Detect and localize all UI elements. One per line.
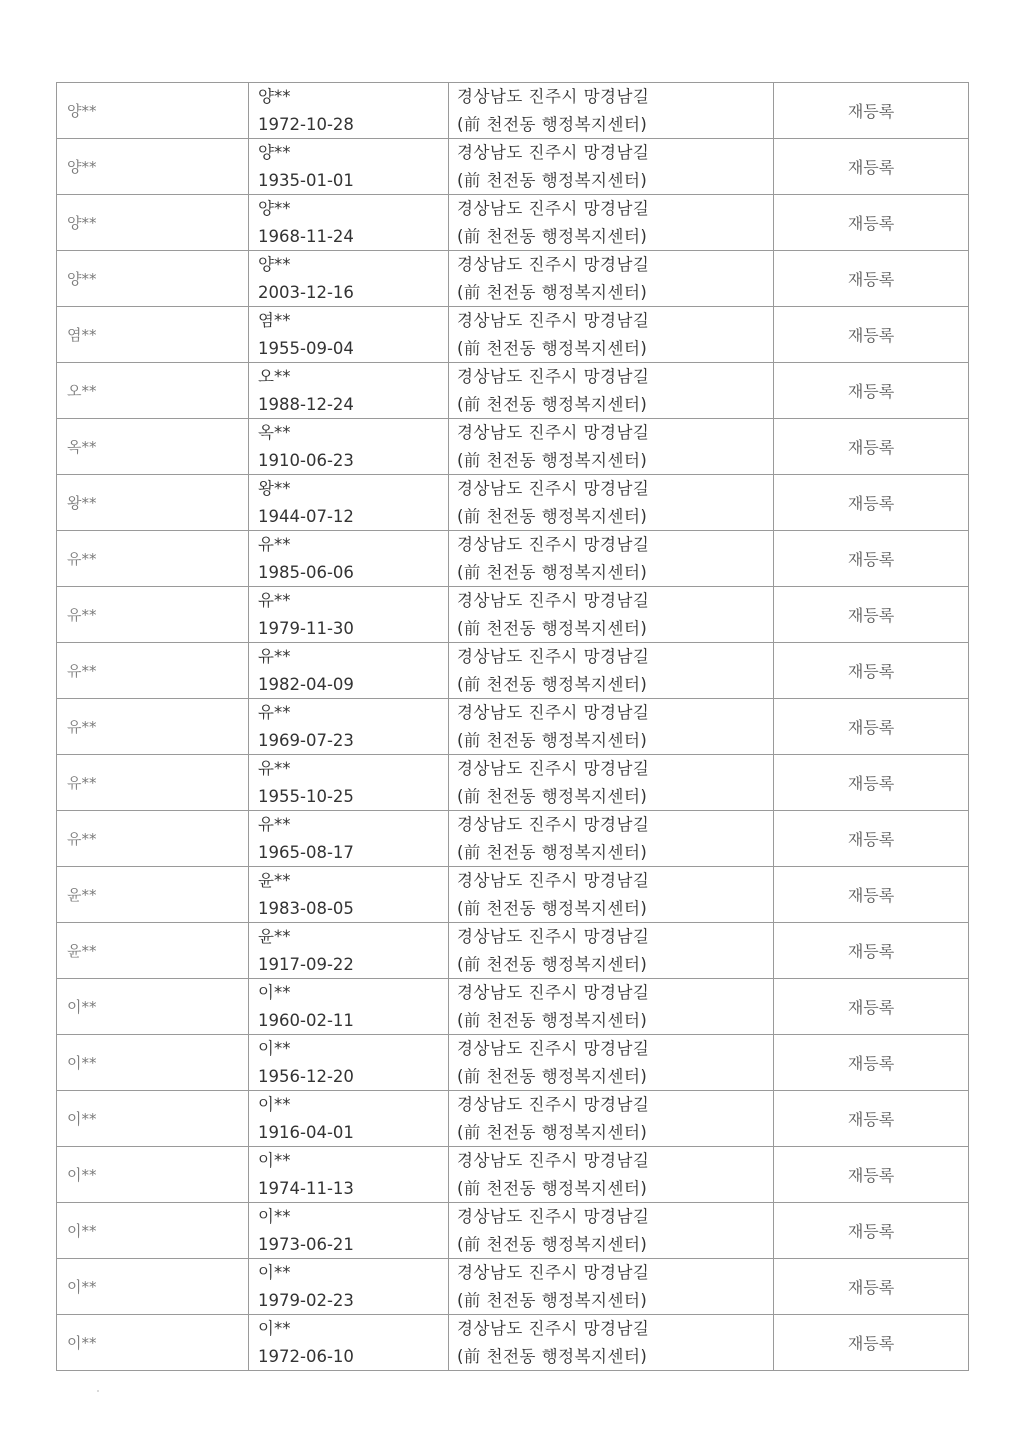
status-text: 재등록 [847, 718, 895, 737]
address-line-1: 경상남도 진주시 망경남길 [457, 367, 650, 386]
status-cell [774, 923, 969, 979]
status-cell [774, 251, 969, 307]
birth-date: 1955-10-25 [258, 787, 354, 806]
address-cell [449, 419, 774, 475]
table-row [57, 307, 969, 363]
table-row [57, 587, 969, 643]
address-line-2: (前 천전동 행정복지센터) [457, 1347, 648, 1366]
name-dob-cell [249, 1203, 449, 1259]
name-dob-cell [249, 1147, 449, 1203]
address-line-2: (前 천전동 행정복지센터) [457, 731, 648, 750]
birth-date: 1935-01-01 [258, 171, 354, 190]
birth-date: 1972-06-10 [258, 1347, 354, 1366]
address-line-1: 경상남도 진주시 망경남길 [457, 591, 650, 610]
address-line-2: (前 천전동 행정복지센터) [457, 563, 648, 582]
name-dob-cell [249, 643, 449, 699]
address-line-1: 경상남도 진주시 망경남길 [457, 1263, 650, 1282]
table-row [57, 1091, 969, 1147]
address-line-2: (前 천전동 행정복지센터) [457, 283, 648, 302]
masked-name-cell [57, 1091, 249, 1147]
birth-date: 1973-06-21 [258, 1235, 354, 1254]
name-dob-cell [249, 587, 449, 643]
birth-date: 1917-09-22 [258, 955, 354, 974]
table-row [57, 1315, 969, 1371]
status-text: 재등록 [847, 1278, 895, 1297]
status-text: 재등록 [847, 1054, 895, 1073]
birth-date: 1916-04-01 [258, 1123, 354, 1142]
person-name: 윤** [258, 871, 291, 890]
name-dob-cell [249, 979, 449, 1035]
address-line-1: 경상남도 진주시 망경남길 [457, 479, 650, 498]
birth-date: 1972-10-28 [258, 115, 354, 134]
person-name: 유** [258, 703, 291, 722]
table-row [57, 979, 969, 1035]
name-dob-cell [249, 1091, 449, 1147]
table-row [57, 531, 969, 587]
address-line-1: 경상남도 진주시 망경남길 [457, 199, 650, 218]
masked-name: 이** [67, 1222, 97, 1240]
scan-speck [97, 1390, 99, 1392]
address-line-1: 경상남도 진주시 망경남길 [457, 1095, 650, 1114]
masked-name: 이** [67, 1278, 97, 1296]
status-cell [774, 1315, 969, 1371]
table-row [57, 475, 969, 531]
status-cell [774, 475, 969, 531]
address-cell [449, 1147, 774, 1203]
masked-name-cell [57, 195, 249, 251]
masked-name-cell [57, 923, 249, 979]
address-cell [449, 811, 774, 867]
name-dob-cell [249, 923, 449, 979]
birth-date: 1985-06-06 [258, 563, 354, 582]
name-dob-cell [249, 251, 449, 307]
masked-name-cell [57, 755, 249, 811]
name-dob-cell [249, 195, 449, 251]
masked-name-cell [57, 811, 249, 867]
status-cell [774, 531, 969, 587]
status-text: 재등록 [847, 1222, 895, 1241]
masked-name: 옥** [67, 438, 97, 456]
person-name: 이** [258, 1095, 291, 1114]
birth-date: 1988-12-24 [258, 395, 354, 414]
status-text: 재등록 [847, 158, 895, 177]
address-cell [449, 867, 774, 923]
birth-date: 1974-11-13 [258, 1179, 354, 1198]
address-line-1: 경상남도 진주시 망경남길 [457, 1039, 650, 1058]
status-cell [774, 1035, 969, 1091]
birth-date: 1979-11-30 [258, 619, 354, 638]
address-cell [449, 531, 774, 587]
person-name: 유** [258, 647, 291, 666]
masked-name-cell [57, 1315, 249, 1371]
masked-name: 이** [67, 1334, 97, 1352]
status-text: 재등록 [847, 214, 895, 233]
status-text: 재등록 [847, 774, 895, 793]
masked-name-cell [57, 531, 249, 587]
status-cell [774, 699, 969, 755]
table-row [57, 139, 969, 195]
address-line-1: 경상남도 진주시 망경남길 [457, 311, 650, 330]
address-line-1: 경상남도 진주시 망경남길 [457, 927, 650, 946]
name-dob-cell [249, 531, 449, 587]
table-row [57, 643, 969, 699]
status-text: 재등록 [847, 942, 895, 961]
masked-name-cell [57, 643, 249, 699]
name-dob-cell [249, 83, 449, 139]
status-text: 재등록 [847, 326, 895, 345]
status-text: 재등록 [847, 102, 895, 121]
status-cell [774, 1147, 969, 1203]
masked-name: 이** [67, 998, 97, 1016]
table-row [57, 755, 969, 811]
status-text: 재등록 [847, 606, 895, 625]
masked-name: 염** [67, 326, 97, 344]
name-dob-cell [249, 1315, 449, 1371]
address-line-1: 경상남도 진주시 망경남길 [457, 423, 650, 442]
address-line-1: 경상남도 진주시 망경남길 [457, 1151, 650, 1170]
status-cell [774, 979, 969, 1035]
table-row [57, 1035, 969, 1091]
address-line-2: (前 천전동 행정복지센터) [457, 339, 648, 358]
masked-name: 양** [67, 158, 97, 176]
name-dob-cell [249, 1035, 449, 1091]
address-cell [449, 1091, 774, 1147]
masked-name: 유** [67, 830, 97, 848]
birth-date: 1960-02-11 [258, 1011, 354, 1030]
person-name: 이** [258, 1039, 291, 1058]
address-cell [449, 643, 774, 699]
masked-name-cell [57, 419, 249, 475]
address-line-2: (前 천전동 행정복지센터) [457, 451, 648, 470]
status-text: 재등록 [847, 998, 895, 1017]
address-cell [449, 307, 774, 363]
masked-name: 오** [67, 382, 97, 400]
masked-name: 이** [67, 1166, 97, 1184]
address-line-2: (前 천전동 행정복지센터) [457, 1067, 648, 1086]
address-line-1: 경상남도 진주시 망경남길 [457, 143, 650, 162]
status-cell [774, 755, 969, 811]
status-cell [774, 139, 969, 195]
person-name: 이** [258, 1263, 291, 1282]
status-text: 재등록 [847, 550, 895, 569]
masked-name-cell [57, 1203, 249, 1259]
status-text: 재등록 [847, 886, 895, 905]
address-cell [449, 1259, 774, 1315]
status-cell [774, 419, 969, 475]
masked-name: 유** [67, 606, 97, 624]
masked-name-cell [57, 1259, 249, 1315]
birth-date: 1982-04-09 [258, 675, 354, 694]
birth-date: 1969-07-23 [258, 731, 354, 750]
address-cell [449, 1035, 774, 1091]
address-line-2: (前 천전동 행정복지센터) [457, 171, 648, 190]
birth-date: 1979-02-23 [258, 1291, 354, 1310]
status-text: 재등록 [847, 1166, 895, 1185]
name-dob-cell [249, 419, 449, 475]
person-name: 윤** [258, 927, 291, 946]
person-name: 염** [258, 311, 291, 330]
person-name: 왕** [258, 479, 291, 498]
address-line-2: (前 천전동 행정복지센터) [457, 1235, 648, 1254]
masked-name-cell [57, 83, 249, 139]
person-name: 옥** [258, 423, 291, 442]
person-name: 오** [258, 367, 291, 386]
address-line-2: (前 천전동 행정복지센터) [457, 227, 648, 246]
birth-date: 1955-09-04 [258, 339, 354, 358]
status-text: 재등록 [847, 382, 895, 401]
address-line-1: 경상남도 진주시 망경남길 [457, 255, 650, 274]
masked-name-cell [57, 699, 249, 755]
table-row [57, 1147, 969, 1203]
birth-date: 1956-12-20 [258, 1067, 354, 1086]
table-row [57, 251, 969, 307]
masked-name-cell [57, 1147, 249, 1203]
registration-table-body [57, 83, 969, 1371]
table-row [57, 867, 969, 923]
masked-name: 양** [67, 102, 97, 120]
status-cell [774, 1203, 969, 1259]
name-dob-cell [249, 699, 449, 755]
address-line-1: 경상남도 진주시 망경남길 [457, 1319, 650, 1338]
person-name: 이** [258, 1151, 291, 1170]
address-line-2: (前 천전동 행정복지센터) [457, 1291, 648, 1310]
address-cell [449, 363, 774, 419]
masked-name: 양** [67, 214, 97, 232]
status-text: 재등록 [847, 494, 895, 513]
registration-table [56, 82, 969, 1371]
address-cell [449, 587, 774, 643]
table-row [57, 363, 969, 419]
masked-name-cell [57, 867, 249, 923]
address-cell [449, 475, 774, 531]
address-line-1: 경상남도 진주시 망경남길 [457, 983, 650, 1002]
address-line-1: 경상남도 진주시 망경남길 [457, 871, 650, 890]
table-row [57, 195, 969, 251]
address-line-2: (前 천전동 행정복지센터) [457, 1011, 648, 1030]
person-name: 유** [258, 535, 291, 554]
address-cell [449, 83, 774, 139]
birth-date: 1944-07-12 [258, 507, 354, 526]
table-row [57, 699, 969, 755]
address-line-1: 경상남도 진주시 망경남길 [457, 1207, 650, 1226]
masked-name-cell [57, 307, 249, 363]
address-line-2: (前 천전동 행정복지센터) [457, 899, 648, 918]
person-name: 이** [258, 1319, 291, 1338]
table-row [57, 923, 969, 979]
name-dob-cell [249, 1259, 449, 1315]
status-cell [774, 867, 969, 923]
table-row [57, 1259, 969, 1315]
status-text: 재등록 [847, 662, 895, 681]
masked-name: 유** [67, 550, 97, 568]
name-dob-cell [249, 867, 449, 923]
address-line-2: (前 천전동 행정복지센터) [457, 115, 648, 134]
address-line-1: 경상남도 진주시 망경남길 [457, 703, 650, 722]
table-row [57, 1203, 969, 1259]
table-row [57, 419, 969, 475]
address-line-2: (前 천전동 행정복지센터) [457, 619, 648, 638]
birth-date: 2003-12-16 [258, 283, 354, 302]
masked-name-cell [57, 979, 249, 1035]
address-line-1: 경상남도 진주시 망경남길 [457, 87, 650, 106]
address-cell [449, 139, 774, 195]
address-line-1: 경상남도 진주시 망경남길 [457, 815, 650, 834]
person-name: 양** [258, 143, 291, 162]
address-line-1: 경상남도 진주시 망경남길 [457, 759, 650, 778]
status-cell [774, 363, 969, 419]
table-row [57, 83, 969, 139]
address-cell [449, 979, 774, 1035]
name-dob-cell [249, 307, 449, 363]
person-name: 이** [258, 983, 291, 1002]
status-text: 재등록 [847, 1110, 895, 1129]
birth-date: 1968-11-24 [258, 227, 354, 246]
address-line-2: (前 천전동 행정복지센터) [457, 507, 648, 526]
name-dob-cell [249, 139, 449, 195]
masked-name-cell [57, 251, 249, 307]
status-cell [774, 83, 969, 139]
address-line-2: (前 천전동 행정복지센터) [457, 395, 648, 414]
status-text: 재등록 [847, 1334, 895, 1353]
masked-name: 이** [67, 1110, 97, 1128]
address-cell [449, 755, 774, 811]
masked-name: 유** [67, 662, 97, 680]
status-text: 재등록 [847, 830, 895, 849]
address-cell [449, 1315, 774, 1371]
person-name: 유** [258, 759, 291, 778]
masked-name-cell [57, 587, 249, 643]
status-text: 재등록 [847, 438, 895, 457]
person-name: 이** [258, 1207, 291, 1226]
address-line-1: 경상남도 진주시 망경남길 [457, 535, 650, 554]
masked-name-cell [57, 1035, 249, 1091]
address-line-1: 경상남도 진주시 망경남길 [457, 647, 650, 666]
table-row [57, 811, 969, 867]
person-name: 유** [258, 591, 291, 610]
birth-date: 1910-06-23 [258, 451, 354, 470]
person-name: 유** [258, 815, 291, 834]
address-line-2: (前 천전동 행정복지센터) [457, 675, 648, 694]
masked-name: 유** [67, 718, 97, 736]
masked-name-cell [57, 139, 249, 195]
address-cell [449, 1203, 774, 1259]
status-text: 재등록 [847, 270, 895, 289]
name-dob-cell [249, 811, 449, 867]
masked-name: 윤** [67, 942, 97, 960]
address-line-2: (前 천전동 행정복지센터) [457, 1179, 648, 1198]
status-cell [774, 587, 969, 643]
status-cell [774, 643, 969, 699]
masked-name: 양** [67, 270, 97, 288]
masked-name: 윤** [67, 886, 97, 904]
address-line-2: (前 천전동 행정복지센터) [457, 787, 648, 806]
status-cell [774, 307, 969, 363]
address-cell [449, 699, 774, 755]
name-dob-cell [249, 755, 449, 811]
address-cell [449, 923, 774, 979]
status-cell [774, 811, 969, 867]
masked-name: 이** [67, 1054, 97, 1072]
address-line-2: (前 천전동 행정복지센터) [457, 1123, 648, 1142]
address-cell [449, 251, 774, 307]
address-line-2: (前 천전동 행정복지센터) [457, 955, 648, 974]
person-name: 양** [258, 255, 291, 274]
address-cell [449, 195, 774, 251]
status-cell [774, 1091, 969, 1147]
masked-name: 왕** [67, 494, 97, 512]
status-cell [774, 1259, 969, 1315]
status-cell [774, 195, 969, 251]
masked-name-cell [57, 363, 249, 419]
person-name: 양** [258, 87, 291, 106]
person-name: 양** [258, 199, 291, 218]
name-dob-cell [249, 475, 449, 531]
masked-name-cell [57, 475, 249, 531]
name-dob-cell [249, 363, 449, 419]
birth-date: 1965-08-17 [258, 843, 354, 862]
masked-name: 유** [67, 774, 97, 792]
birth-date: 1983-08-05 [258, 899, 354, 918]
address-line-2: (前 천전동 행정복지센터) [457, 843, 648, 862]
